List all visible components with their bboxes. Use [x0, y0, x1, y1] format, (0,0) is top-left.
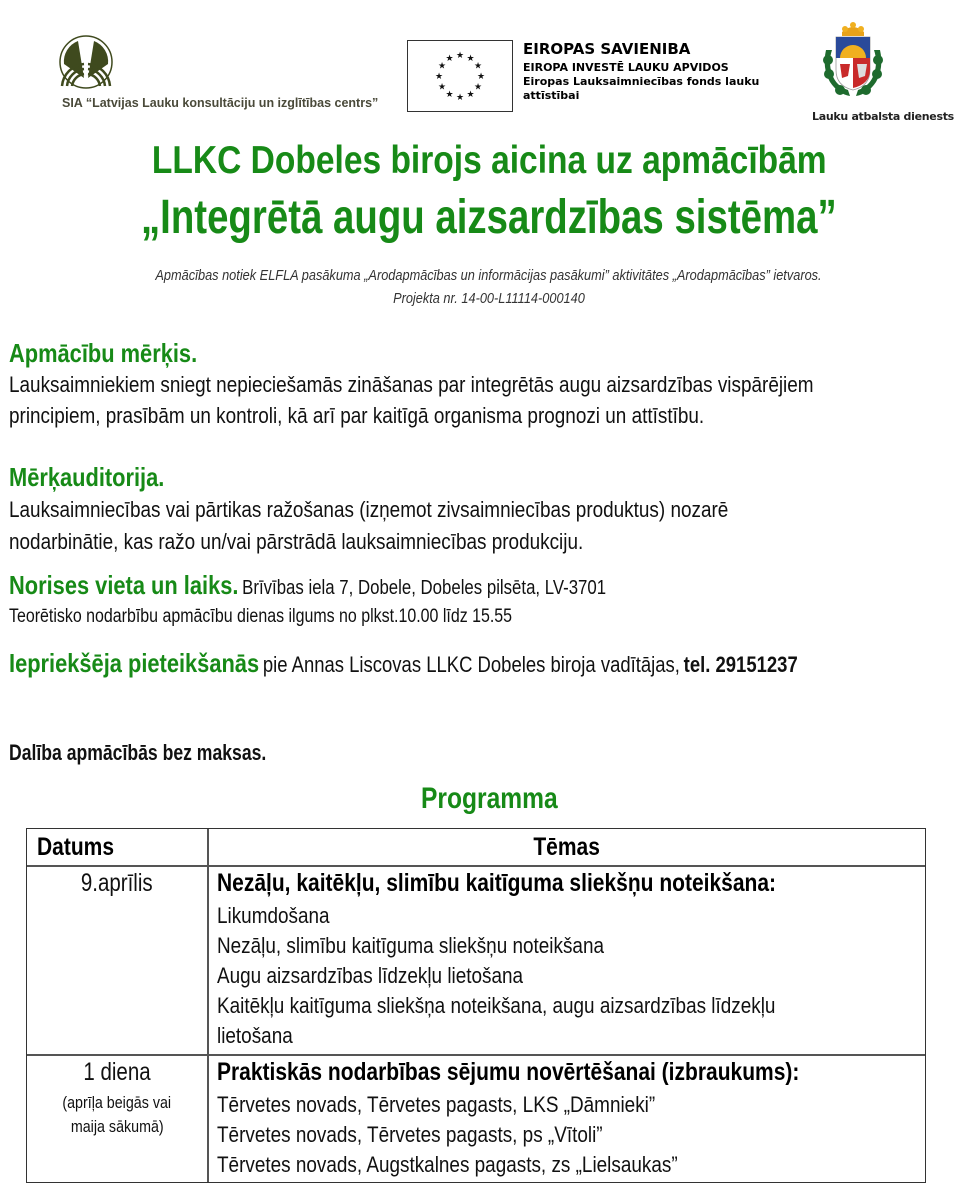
- funding-note-text: Apmācības notiek ELFLA pasākuma „Arodapmācības un informācijas pasākumi” aktivitātes „Arodapmācības” ietvaros.: [155, 268, 823, 284]
- eu-flag-logo: [407, 40, 513, 112]
- eu-fund-name: Eiropas Lauksaimniecības fonds lauku attīstībai: [523, 75, 760, 102]
- table-row-divider: [27, 1054, 925, 1056]
- llkc-logo: [58, 34, 114, 90]
- svg-text:★: ★: [455, 93, 465, 103]
- topic-item: [217, 903, 348, 929]
- svg-text:★: ★: [455, 51, 465, 61]
- topic-item: [217, 1152, 753, 1178]
- svg-text:★: ★: [473, 61, 483, 72]
- registration-heading: Iepriekšēja pieteikšanās: [9, 648, 260, 678]
- coat-of-arms-icon: [820, 20, 886, 102]
- time-line: [9, 606, 608, 628]
- table-header-divider: [27, 865, 925, 867]
- row-date: [27, 869, 207, 898]
- llkc-caption: SIA “Latvijas Lauku konsultāciju un izglītības centrs”: [62, 96, 379, 110]
- audience-text-line: [9, 529, 677, 555]
- topic-heading-text: Praktiskās nodarbības sējumu novērtēšanai (izbraukums):: [217, 1058, 800, 1086]
- goal-text-line: [9, 403, 817, 429]
- topic-item: [217, 1023, 305, 1049]
- funding-note: [0, 268, 978, 284]
- goal-text-line: [9, 372, 945, 398]
- eu-title: EIROPAS SAVIENIBA: [523, 40, 691, 58]
- course-title-text: „Integrētā augu aizsardzības sistēma”: [141, 191, 837, 244]
- audience-heading-text: Mērķauditorija.: [9, 462, 165, 492]
- topic-item-text: Likumdošana: [217, 903, 330, 928]
- svg-text:★: ★: [466, 90, 475, 100]
- column-header-topics: [208, 833, 926, 862]
- eu-stars-icon: [408, 41, 512, 111]
- audience-text-line: [9, 497, 845, 523]
- svg-text:★: ★: [445, 54, 454, 64]
- topic-item: [217, 993, 866, 1019]
- registration-line: [9, 648, 948, 679]
- place-line-inner: [9, 570, 606, 601]
- goal-heading-text: Apmācību mērķis.: [9, 338, 198, 368]
- topic-item-text: Tērvetes novads, Tērvetes pagasts, LKS „Dāmnieki”: [217, 1092, 656, 1117]
- audience-heading: [9, 462, 194, 493]
- topic-item-text: Nezāļu, slimību kaitīguma sliekšņu noteikšana: [217, 933, 605, 958]
- svg-text:★: ★: [473, 82, 483, 93]
- topic-item: [217, 1092, 726, 1118]
- place-address: Brīvības iela 7, Dobele, Dobeles pilsēta, LV-3701: [242, 577, 607, 599]
- column-header-topics-text: Tēmas: [533, 833, 601, 861]
- program-title: [0, 782, 978, 816]
- time-text: Teorētisko nodarbību apmācību dienas ilgums no plkst.10.00 līdz 15.55: [9, 606, 513, 627]
- topic-item-text: Augu aizsardzības līdzekļu lietošana: [217, 963, 524, 988]
- table-column-divider: [207, 829, 209, 1182]
- goal-text: Lauksaimniekiem sniegt nepieciešamās zināšanas par integrētās augu aizsardzības vispārējiem: [9, 372, 814, 397]
- topic-item: [217, 963, 573, 989]
- registration-line-inner: [9, 648, 798, 679]
- topic-item-text: lietošana: [217, 1023, 293, 1048]
- topic-item: [217, 1122, 665, 1148]
- row-date-note-text: (aprīļa beigās vai: [62, 1093, 172, 1112]
- column-header-date-text: Datums: [37, 833, 115, 861]
- latvia-coat-of-arms-logo: [820, 20, 886, 102]
- registration-contact: pie Annas Liscovas LLKC Dobeles biroja vadītājas,: [262, 652, 680, 677]
- row-date-note: [27, 1093, 207, 1113]
- project-number: [0, 291, 978, 307]
- goal-text: principiem, prasībām un kontroli, kā arī par kaitīgā organisma prognozi un attīstību.: [9, 403, 705, 428]
- project-number-text: Projekta nr. 14-00-L11114-000140: [393, 291, 585, 307]
- topic-heading-text: Nezāļu, kaitēkļu, slimību kaitīguma sliekšņu noteikšana:: [217, 869, 777, 897]
- page-title-text: LLKC Dobeles birojs aicina uz apmācībām: [151, 139, 827, 182]
- row-date-text: 9.aprīlis: [81, 869, 153, 897]
- column-header-date: [37, 833, 129, 862]
- topic-heading: [217, 1058, 910, 1087]
- svg-text:★: ★: [434, 72, 444, 82]
- llkc-emblem-icon: [58, 34, 114, 90]
- svg-text:★: ★: [466, 54, 475, 64]
- row-date-note: [27, 1117, 207, 1137]
- svg-text:★: ★: [437, 61, 447, 72]
- audience-text: Lauksaimniecības vai pārtikas ražošanas (izņemot zivsaimniecības produktus) nozarē: [9, 497, 729, 522]
- svg-text:★: ★: [437, 82, 447, 93]
- eu-subtitle: EIROPA INVESTĒ LAUKU APVIDOS: [523, 61, 729, 74]
- topic-item-text: Tērvetes novads, Tērvetes pagasts, ps „Vītoli”: [217, 1122, 603, 1147]
- row-date-note-text: maija sākumā): [70, 1117, 164, 1136]
- topic-item-text: Kaitēkļu kaitīguma sliekšņa noteikšana, augu aizsardzības līdzekļu: [217, 993, 776, 1018]
- topic-heading: [217, 869, 883, 898]
- program-table: [26, 828, 926, 1183]
- free-participation-text: Dalība apmācībās bez maksas.: [9, 740, 267, 765]
- program-title-text: Programma: [420, 782, 558, 815]
- topic-item-text: Tērvetes novads, Augstkalnes pagasts, zs „Lielsaukas”: [217, 1152, 678, 1177]
- lad-caption: Lauku atbalsta dienests: [812, 110, 954, 123]
- row-date: [27, 1058, 207, 1087]
- row-date-text: 1 diena: [83, 1058, 151, 1086]
- free-participation-note: [9, 740, 331, 766]
- topic-item: [217, 933, 667, 959]
- audience-text: nodarbinātie, kas ražo un/vai pārstrādā lauksaimniecības produkciju.: [9, 529, 584, 554]
- svg-text:★: ★: [445, 90, 454, 100]
- page-title: [0, 139, 978, 183]
- svg-text:★: ★: [476, 72, 486, 82]
- goal-heading: [9, 338, 233, 369]
- place-heading: Norises vieta un laiks.: [9, 570, 239, 600]
- course-title: [0, 190, 978, 245]
- registration-phone: tel. 29151237: [683, 652, 798, 677]
- place-line: [9, 570, 720, 601]
